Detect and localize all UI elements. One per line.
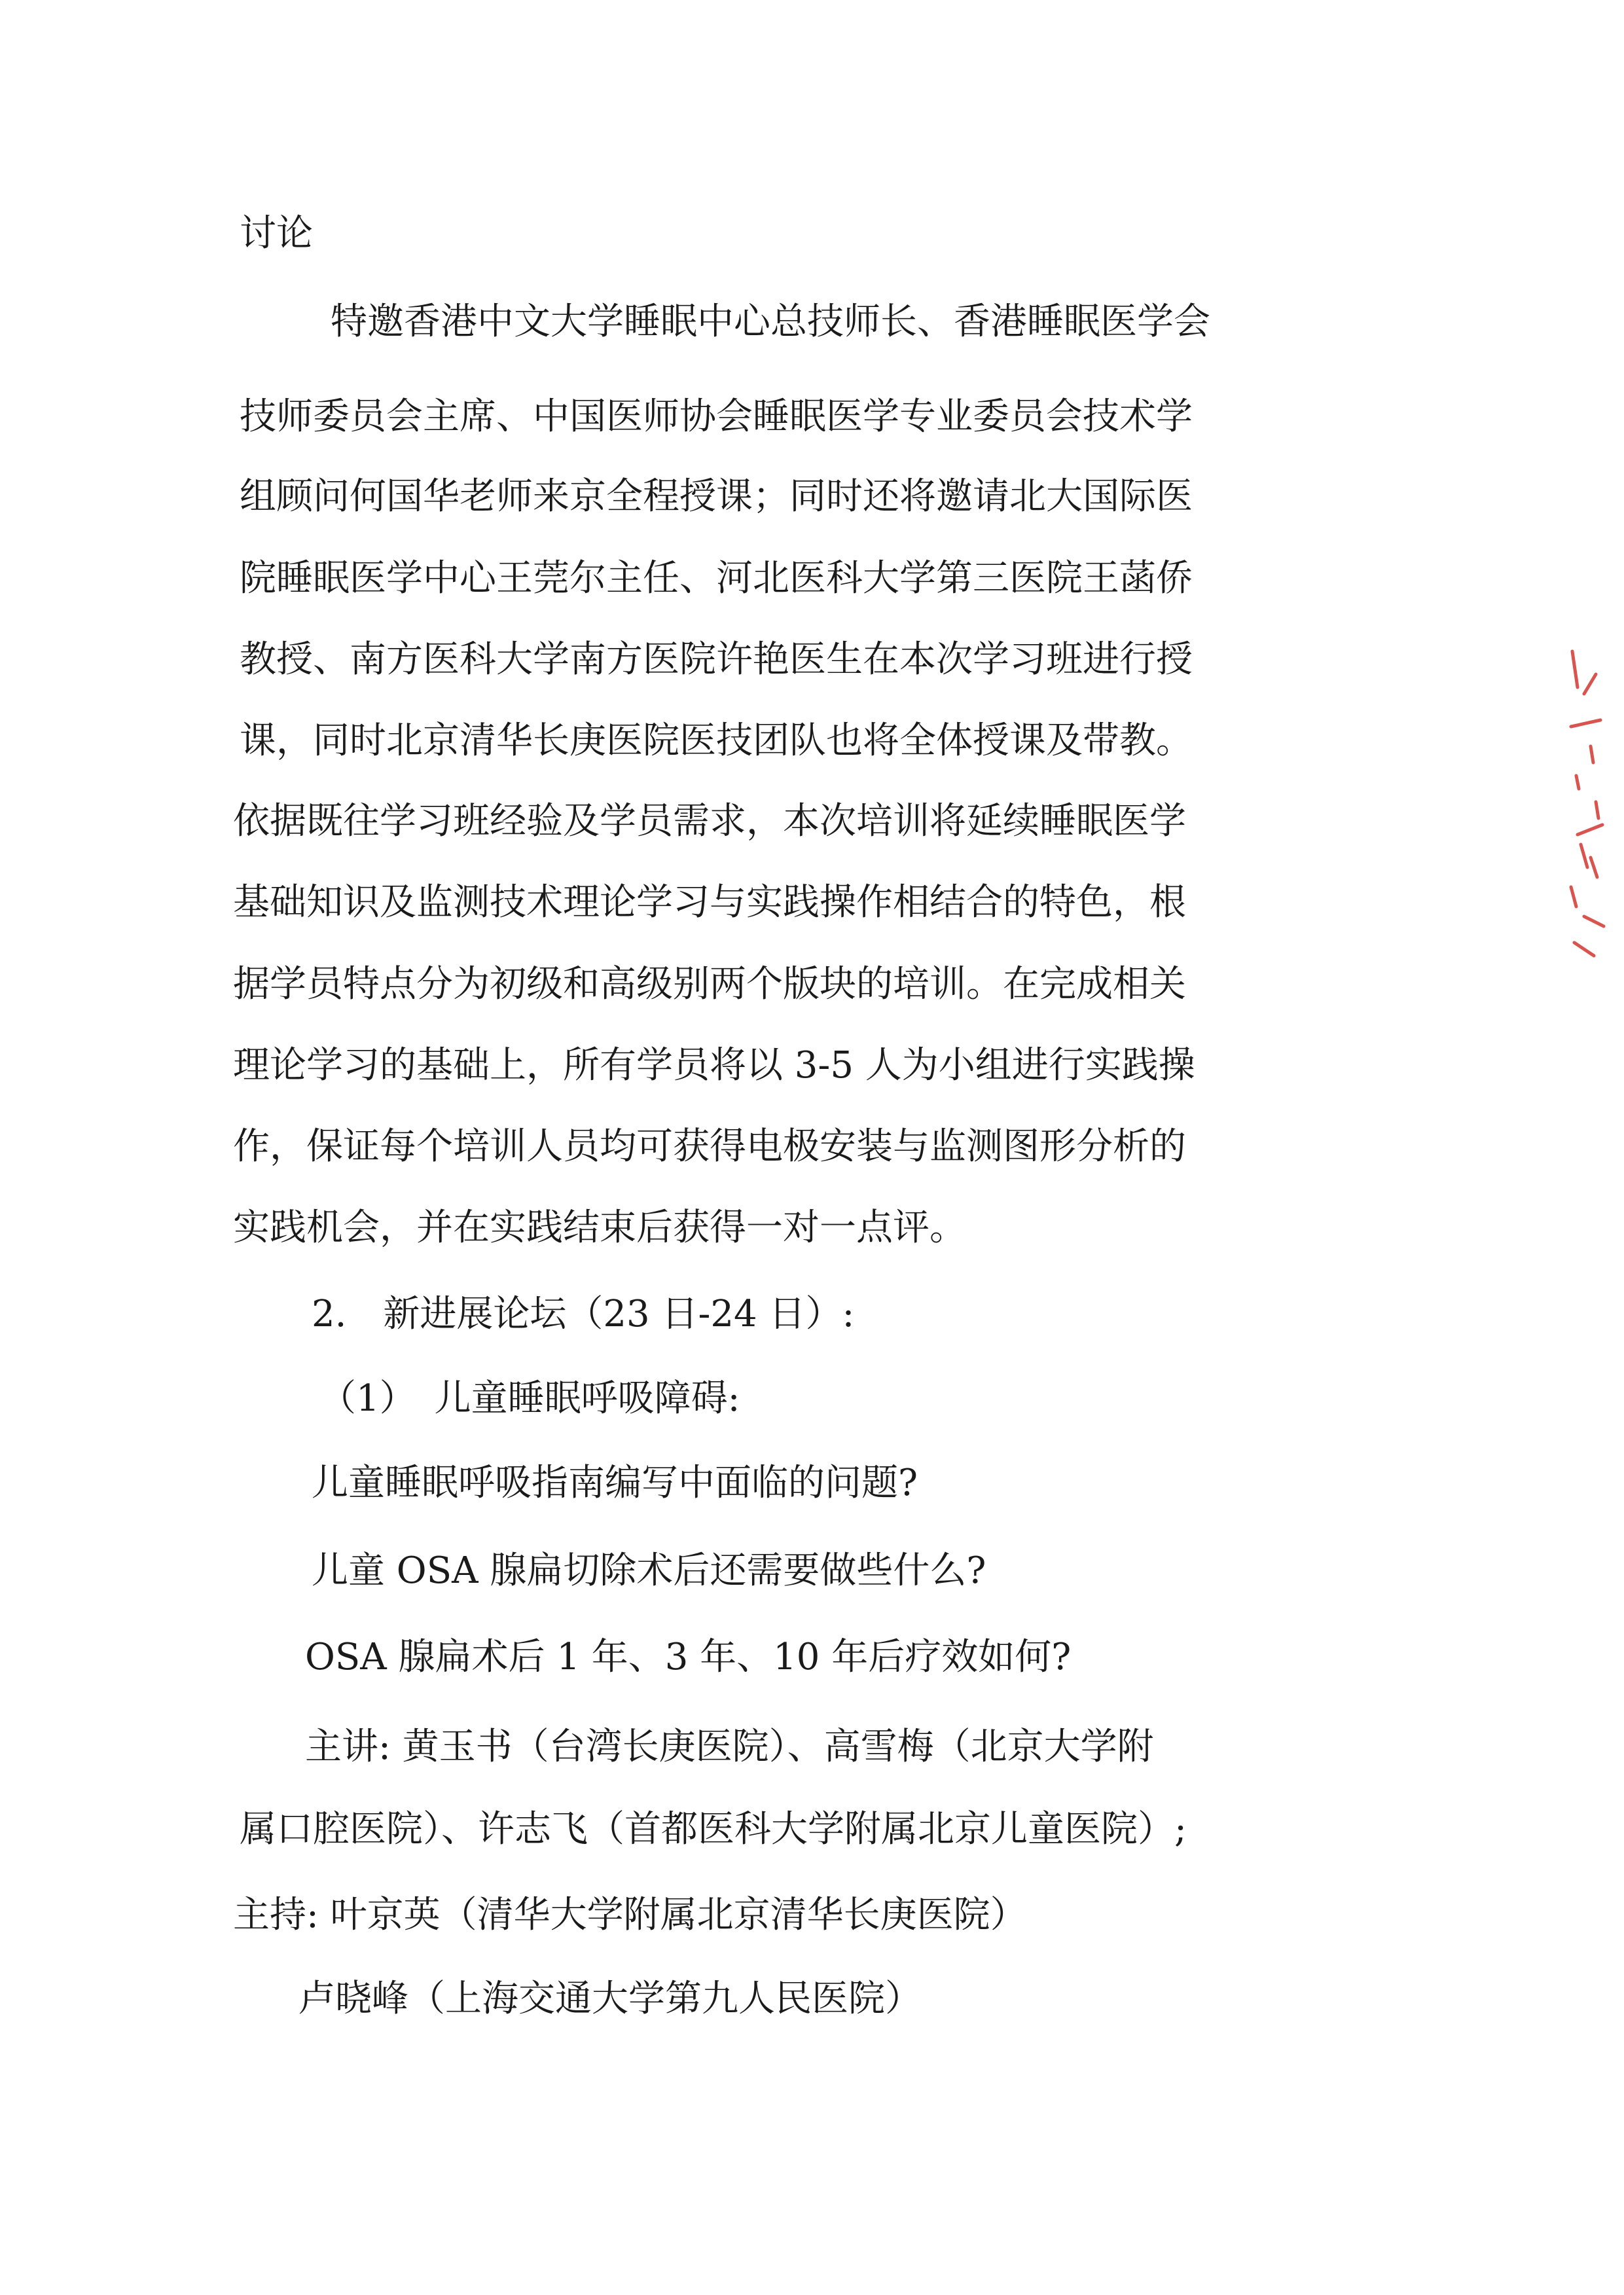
host-line: 主持: 叶京英（清华大学附属北京清华长庚医院）	[233, 1894, 1027, 1936]
question-line: 儿童睡眠呼吸指南编写中面临的问题?	[312, 1462, 918, 1504]
paragraph-line: 院睡眠医学中心王莞尔主任、河北医科大学第三医院王菡侨	[240, 557, 1193, 600]
paragraph-line: 基础知识及监测技术理论学习与实践操作相结合的特色，根	[233, 881, 1186, 924]
paragraph-line: 课，同时北京清华长庚医院医技团队也将全体授课及带教。	[240, 719, 1193, 762]
paragraph-line: 实践机会，并在实践结束后获得一对一点评。	[233, 1206, 966, 1249]
question-line: 儿童 OSA 腺扁切除术后还需要做些什么?	[312, 1549, 986, 1592]
host-line: 卢晓峰（上海交通大学第九人民医院）	[298, 1978, 922, 2020]
section-heading: 讨论	[240, 212, 313, 255]
sub-item-heading: （1） 儿童睡眠呼吸障碍:	[319, 1377, 740, 1420]
paragraph-line: 组顾问何国华老师来京全程授课；同时还将邀请北大国际医	[240, 475, 1193, 518]
paragraph-line: 据学员特点分为初级和高级别两个版块的培训。在完成相关	[233, 963, 1186, 1005]
seal-stamp-mark	[1564, 648, 1610, 962]
paragraph-line: 理论学习的基础上，所有学员将以 3-5 人为小组进行实践操	[233, 1044, 1195, 1087]
paragraph-line: 教授、南方医科大学南方医院许艳医生在本次学习班进行授	[240, 638, 1193, 681]
speakers-line: 属口腔医院）、许志飞（首都医科大学附属北京儿童医院）;	[240, 1808, 1187, 1851]
paragraph-line: 依据既往学习班经验及学员需求，本次培训将延续睡眠医学	[233, 800, 1186, 842]
speakers-line: 主讲: 黄玉书（台湾长庚医院）、高雪梅（北京大学附	[305, 1726, 1154, 1768]
paragraph-line: 技师委员会主席、中国医师协会睡眠医学专业委员会技术学	[240, 395, 1193, 438]
paragraph-line: 作，保证每个培训人员均可获得电极安装与监测图形分析的	[233, 1125, 1186, 1168]
list-item-heading: 2. 新进展论坛（23 日-24 日）:	[312, 1293, 855, 1335]
question-line: OSA 腺扁术后 1 年、3 年、10 年后疗效如何?	[305, 1636, 1072, 1678]
paragraph-line: 特邀香港中文大学睡眠中心总技师长、香港睡眠医学会	[331, 300, 1210, 343]
